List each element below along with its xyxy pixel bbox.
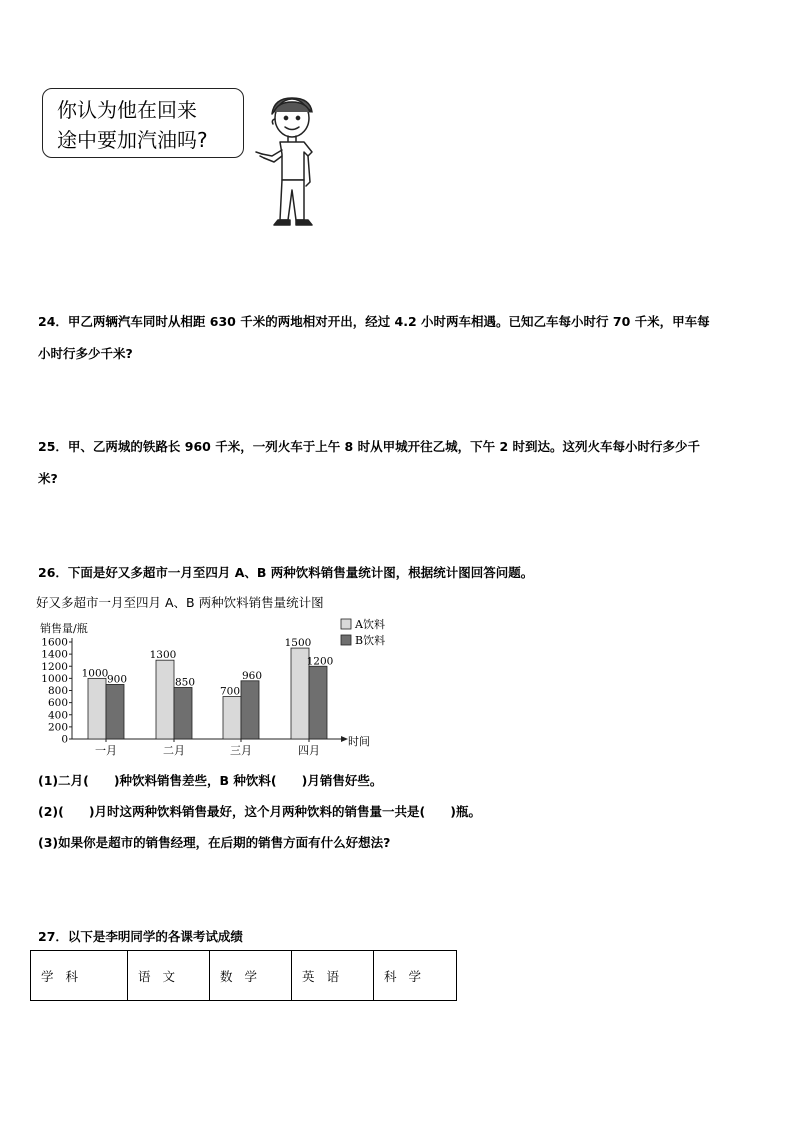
question-26-intro: 26．下面是好又多超市一月至四月 A、B 两种饮料销售量统计图，根据统计图回答问题。 [38, 565, 534, 580]
bar [88, 678, 106, 739]
bar [174, 687, 192, 739]
legend-label: A饮料 [355, 618, 385, 631]
table-header-math: 数 学 [210, 951, 292, 1001]
question-25-line-2: 米? [38, 471, 58, 486]
x-tick-label: 四月 [298, 744, 320, 757]
data-label: 1300 [149, 649, 177, 662]
y-tick-label: 1600 [41, 636, 68, 649]
bar-chart [36, 612, 386, 757]
table-row [31, 951, 457, 1001]
question-25-line-1: 25．甲、乙两城的铁路长 960 千米，一列火车于上午 8 时从甲城开往乙城，下午 2 时到达。这列火车每小时行多少千 [38, 439, 700, 454]
y-tick-label: 1400 [41, 648, 68, 661]
y-tick-label: 400 [47, 709, 68, 722]
y-axis-label: 销售量/瓶 [40, 622, 88, 635]
x-axis-label: 时间 [348, 735, 370, 748]
table-header-chinese: 语 文 [128, 951, 210, 1001]
chart-title: 好又多超市一月至四月 A、B 两种饮料销售量统计图 [36, 595, 324, 610]
data-label: 900 [106, 673, 128, 686]
data-label: 1200 [306, 655, 334, 668]
data-label: 850 [174, 676, 196, 689]
data-label: 700 [219, 685, 241, 698]
table-header-english: 英 语 [292, 951, 374, 1001]
y-tick-label: 1000 [41, 672, 68, 685]
y-tick-label: 0 [61, 733, 68, 746]
data-label: 960 [241, 669, 263, 682]
bar [309, 666, 327, 739]
bar [223, 697, 241, 739]
question-24-line-1: 24．甲乙两辆汽车同时从相距 630 千米的两地相对开出，经过 4.2 小时两车相遇。已知乙车每小时行 70 千米，甲车每 [38, 314, 710, 329]
data-label: 1500 [284, 637, 312, 650]
question-26-sub-1: (1)二月( )种饮料销售差些，B 种饮料( )月销售好些。 [38, 773, 383, 788]
x-tick-label: 二月 [163, 744, 185, 757]
x-tick-label: 一月 [95, 744, 117, 757]
y-tick-label: 200 [47, 721, 68, 734]
y-tick-label: 800 [47, 685, 68, 697]
bubble-line-2: 途中要加汽油吗? [57, 128, 208, 152]
y-tick-label: 600 [47, 697, 68, 710]
x-tick-label: 三月 [230, 744, 252, 757]
question-24-line-2: 小时行多少千米? [38, 346, 133, 361]
cartoon-boy-illustration [238, 92, 338, 232]
question-26-sub-2: (2)( )月时这两种饮料销售最好，这个月两种饮料的销售量一共是( )瓶。 [38, 804, 481, 819]
table-header-subject: 学 科 [31, 951, 128, 1001]
table-header-science: 科 学 [374, 951, 457, 1001]
question-27-intro: 27．以下是李明同学的各课考试成绩 [38, 929, 243, 944]
y-tick-label: 1200 [41, 660, 68, 673]
x-axis-arrow [341, 736, 348, 742]
question-26-sub-3: (3)如果你是超市的销售经理，在后期的销售方面有什么好想法? [38, 835, 391, 850]
scores-table [30, 950, 457, 1001]
legend-swatch [341, 635, 351, 645]
bar [241, 681, 259, 739]
legend-label: B饮料 [355, 634, 386, 647]
data-label: 1000 [81, 667, 109, 680]
bubble-line-1: 你认为他在回来 [57, 98, 197, 122]
bar [106, 684, 124, 739]
legend-swatch [341, 619, 351, 629]
bar [156, 660, 174, 739]
speech-bubble [42, 88, 244, 158]
